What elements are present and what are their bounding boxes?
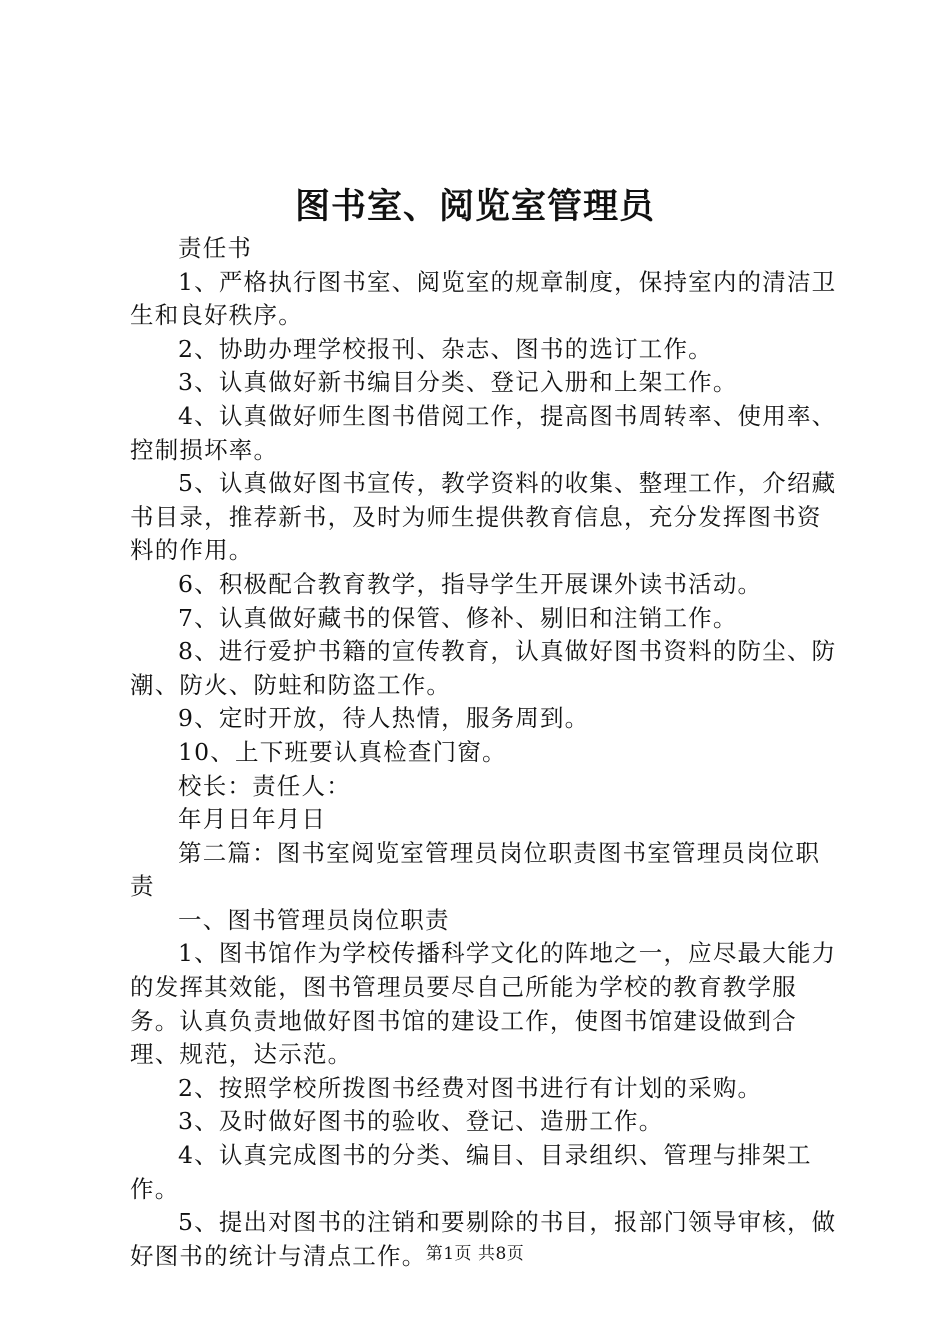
- paragraph: 校长：责任人：: [178, 771, 351, 800]
- paragraph: 1、严格执行图书室、阅览室的规章制度，保持室内的清洁卫生和良好秩序。: [130, 267, 837, 330]
- paragraph: 10、上下班要认真检查门窗。: [178, 737, 507, 766]
- paragraph: 5、认真做好图书宣传，教学资料的收集、整理工作，介绍藏书目录，推荐新书，及时为师生提供教育信息，充分发挥图书资料的作用。: [130, 469, 837, 565]
- paragraph: 7、认真做好藏书的保管、修补、剔旧和注销工作。: [178, 603, 738, 632]
- paragraph: 3、及时做好图书的验收、登记、造册工作。: [178, 1107, 664, 1136]
- paragraph: 2、按照学校所拨图书经费对图书进行有计划的采购。: [178, 1073, 763, 1102]
- paragraph: 责任书: [178, 234, 253, 262]
- paragraph: 2、协助办理学校报刊、杂志、图书的选订工作。: [178, 334, 713, 363]
- paragraph: 6、积极配合教育教学，指导学生开展课外读书活动。: [178, 569, 763, 598]
- paragraph: 年月日年月日: [178, 805, 327, 834]
- section-heading: 一、图书管理员岗位职责: [178, 905, 450, 934]
- paragraph: 4、认真做好师生图书借阅工作，提高图书周转率、使用率、控制损坏率。: [130, 401, 837, 464]
- paragraph: 8、进行爱护书籍的宣传教育，认真做好图书资料的防尘、防潮、防火、防蛀和防盗工作。: [130, 637, 837, 699]
- document-title: 图书室、阅览室管理员: [294, 186, 655, 227]
- document-body: [130, 232, 840, 1273]
- paragraph: 9、定时开放，待人热情，服务周到。: [178, 704, 590, 733]
- paragraph: 3、认真做好新书编目分类、登记入册和上架工作。: [178, 368, 738, 397]
- paragraph: 5、提出对图书的注销和要剔除的书目，报部门领导审核，做好图书的统计与清点工作。: [130, 1208, 837, 1270]
- paragraph: 第二篇：图书室阅览室管理员岗位职责图书室管理员岗位职责: [130, 838, 821, 901]
- page-number-footer: 第1页 共8页: [425, 1244, 525, 1264]
- paragraph: 4、认真完成图书的分类、编目、目录组织、管理与排架工作。: [130, 1141, 812, 1203]
- paragraph: 1、图书馆作为学校传播科学文化的阵地之一，应尽最大能力的发挥其效能，图书管理员要尽自己所能为学校的教育教学服务。认真负责地做好图书馆的建设工作，使图书馆建设做到合理、规范，达示范。: [130, 939, 837, 1069]
